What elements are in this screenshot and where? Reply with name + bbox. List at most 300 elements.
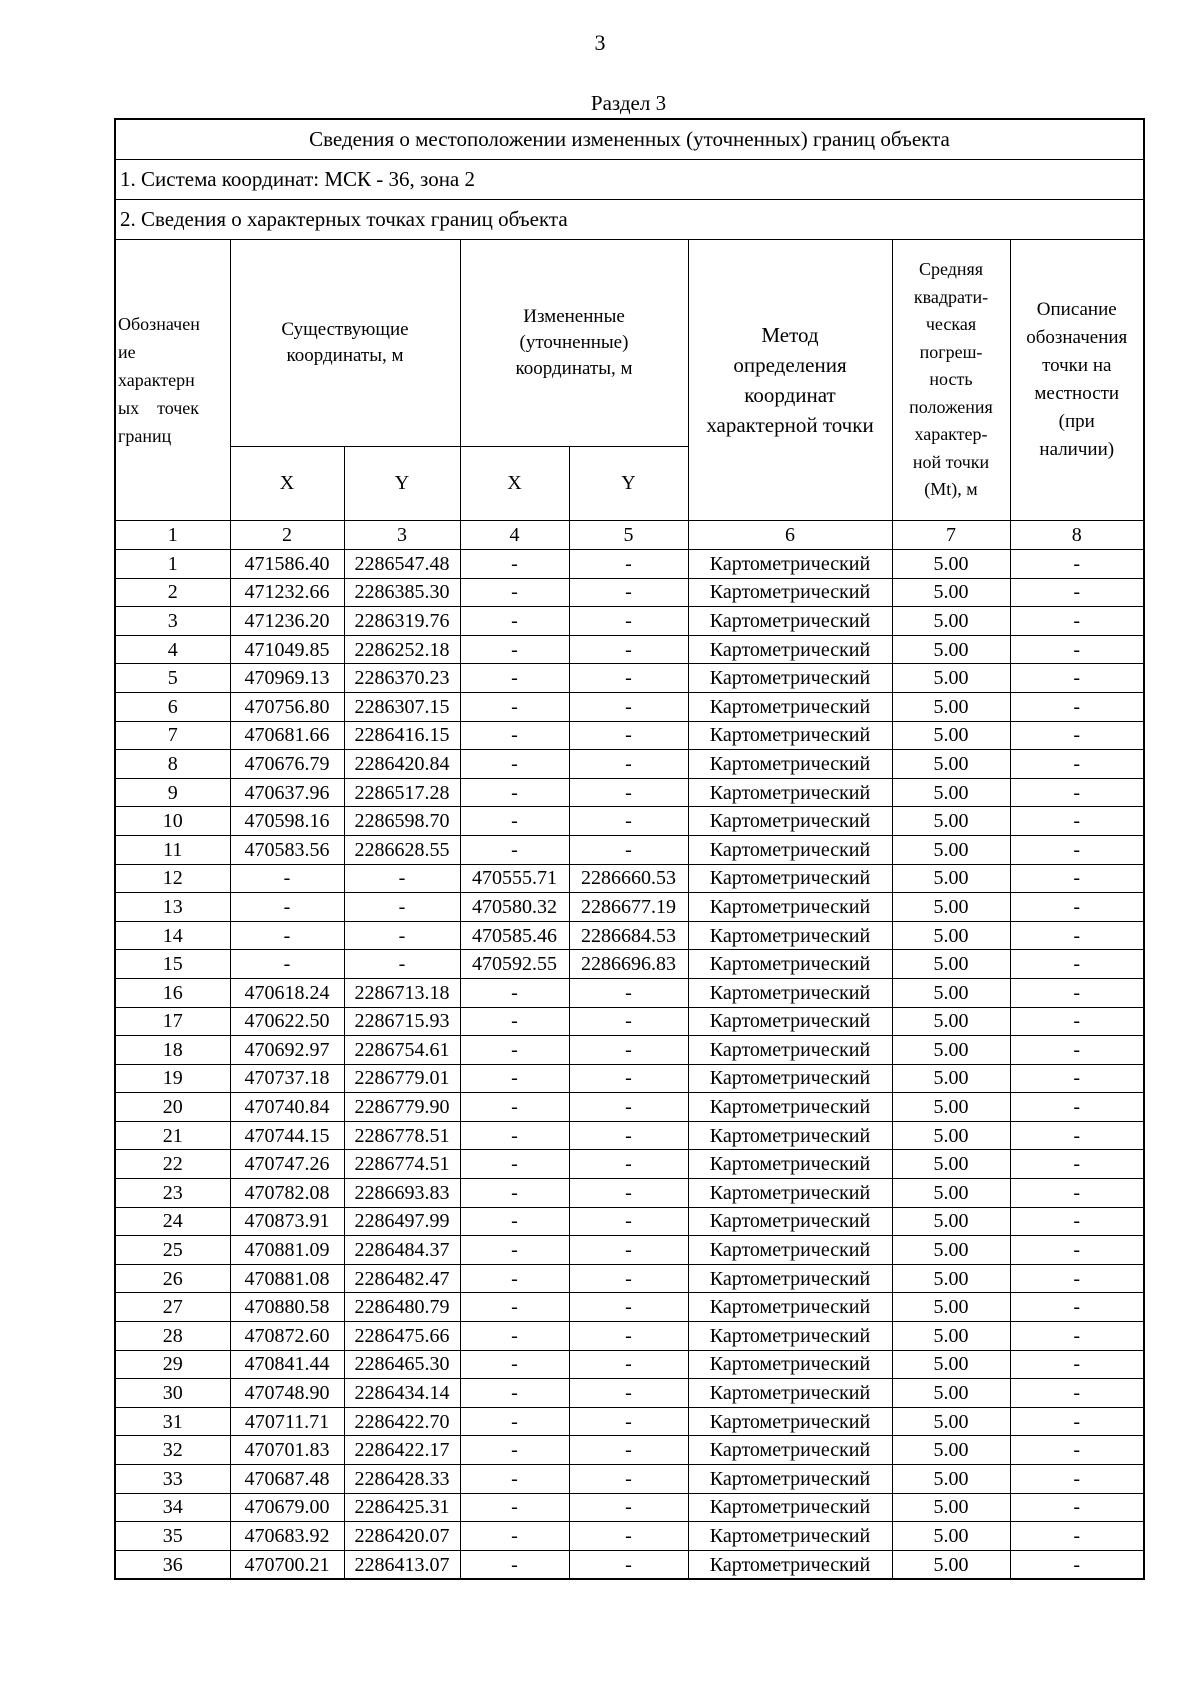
header-existing-x: X (230, 447, 344, 521)
table-row (115, 550, 1144, 579)
cell-error: 5.00 (892, 1207, 1010, 1236)
table-row (115, 750, 1144, 779)
cell-method: Картометрический (688, 1350, 892, 1379)
cell-existing-x: 470681.66 (230, 721, 344, 750)
cell-existing-x: 470748.90 (230, 1379, 344, 1408)
cell-changed-x: - (460, 1522, 569, 1551)
cell-changed-y: 2286660.53 (569, 864, 688, 893)
cell-method: Картометрический (688, 1179, 892, 1208)
cell-changed-x: - (460, 807, 569, 836)
cell-existing-y: 2286517.28 (344, 778, 460, 807)
cell-description: - (1010, 1264, 1144, 1293)
cell-existing-y: 2286319.76 (344, 607, 460, 636)
cell-existing-x: 470683.92 (230, 1522, 344, 1551)
table-row (115, 721, 1144, 750)
cell-method: Картометрический (688, 978, 892, 1007)
cell-changed-x: 470585.46 (460, 921, 569, 950)
table-row (115, 778, 1144, 807)
table-row (115, 1179, 1144, 1208)
cell-description: - (1010, 1150, 1144, 1179)
cell-changed-y: - (569, 664, 688, 693)
cell-changed-y: - (569, 978, 688, 1007)
cell-method: Картометрический (688, 950, 892, 979)
column-number: 2 (230, 521, 344, 550)
header-method: Метод определения координат характерной точки (688, 240, 892, 521)
cell-point-number: 23 (115, 1179, 230, 1208)
cell-existing-y: 2286420.07 (344, 1522, 460, 1551)
cell-changed-y: - (569, 750, 688, 779)
table-row (115, 1064, 1144, 1093)
page-number: 3 (594, 30, 606, 55)
table-row (115, 1207, 1144, 1236)
cell-existing-y: 2286307.15 (344, 692, 460, 721)
cell-point-number: 18 (115, 1036, 230, 1065)
cell-error: 5.00 (892, 750, 1010, 779)
cell-changed-x: - (460, 1036, 569, 1065)
table-row (115, 1522, 1144, 1551)
cell-method: Картометрический (688, 921, 892, 950)
cell-description: - (1010, 1207, 1144, 1236)
column-number: 6 (688, 521, 892, 550)
cell-error: 5.00 (892, 1179, 1010, 1208)
table-row (115, 1121, 1144, 1150)
cell-changed-y: - (569, 721, 688, 750)
cell-error: 5.00 (892, 835, 1010, 864)
cell-changed-y: - (569, 835, 688, 864)
cell-changed-y: - (569, 635, 688, 664)
cell-existing-y: 2286420.84 (344, 750, 460, 779)
cell-description: - (1010, 1465, 1144, 1494)
cell-changed-y: - (569, 1550, 688, 1579)
cell-error: 5.00 (892, 807, 1010, 836)
table-row (115, 1007, 1144, 1036)
cell-changed-y: - (569, 1493, 688, 1522)
cell-point-number: 28 (115, 1322, 230, 1351)
cell-changed-x: - (460, 721, 569, 750)
cell-method: Картометрический (688, 1379, 892, 1408)
cell-existing-y: 2286598.70 (344, 807, 460, 836)
cell-changed-x: - (460, 607, 569, 636)
cell-existing-x: - (230, 893, 344, 922)
cell-existing-y: 2286778.51 (344, 1121, 460, 1150)
cell-point-number: 6 (115, 692, 230, 721)
header-existing-y: Y (344, 447, 460, 521)
cell-existing-y: 2286693.83 (344, 1179, 460, 1208)
table-row (115, 950, 1144, 979)
cell-changed-x: - (460, 1407, 569, 1436)
cell-existing-x: 470598.16 (230, 807, 344, 836)
table-row (115, 835, 1144, 864)
cell-error: 5.00 (892, 1121, 1010, 1150)
table-row (115, 607, 1144, 636)
cell-changed-y: - (569, 1007, 688, 1036)
cell-existing-x: 470747.26 (230, 1150, 344, 1179)
cell-point-number: 9 (115, 778, 230, 807)
cell-error: 5.00 (892, 1436, 1010, 1465)
cell-changed-y: - (569, 1322, 688, 1351)
cell-method: Картометрический (688, 778, 892, 807)
cell-method: Картометрический (688, 1293, 892, 1322)
cell-error: 5.00 (892, 1150, 1010, 1179)
cell-existing-y: 2286434.14 (344, 1379, 460, 1408)
cell-point-number: 26 (115, 1264, 230, 1293)
table-row (115, 1407, 1144, 1436)
cell-error: 5.00 (892, 1264, 1010, 1293)
cell-description: - (1010, 1007, 1144, 1036)
cell-changed-y: - (569, 578, 688, 607)
cell-error: 5.00 (892, 893, 1010, 922)
cell-existing-x: 471232.66 (230, 578, 344, 607)
cell-error: 5.00 (892, 550, 1010, 579)
cell-method: Картометрический (688, 1322, 892, 1351)
cell-changed-x: - (460, 635, 569, 664)
cell-changed-x: - (460, 835, 569, 864)
cell-error: 5.00 (892, 1093, 1010, 1122)
cell-existing-x: 470700.21 (230, 1550, 344, 1579)
cell-existing-x: 471236.20 (230, 607, 344, 636)
cell-changed-y: - (569, 1121, 688, 1150)
cell-changed-y: - (569, 1236, 688, 1265)
cell-changed-y: - (569, 1293, 688, 1322)
cell-changed-y: - (569, 1407, 688, 1436)
cell-point-number: 2 (115, 578, 230, 607)
cell-error: 5.00 (892, 1236, 1010, 1265)
cell-error: 5.00 (892, 864, 1010, 893)
header-existing: Существующие координаты, м (230, 240, 460, 447)
cell-description: - (1010, 1064, 1144, 1093)
cell-method: Картометрический (688, 1150, 892, 1179)
cell-point-number: 4 (115, 635, 230, 664)
cell-description: - (1010, 1036, 1144, 1065)
cell-changed-x: - (460, 1379, 569, 1408)
cell-existing-y: 2286713.18 (344, 978, 460, 1007)
cell-description: - (1010, 1179, 1144, 1208)
cell-existing-y: 2286428.33 (344, 1465, 460, 1494)
cell-existing-x: 470872.60 (230, 1322, 344, 1351)
cell-point-number: 5 (115, 664, 230, 693)
table-row (115, 1322, 1144, 1351)
cell-changed-x: - (460, 978, 569, 1007)
cell-error: 5.00 (892, 950, 1010, 979)
header-changed-y: Y (569, 447, 688, 521)
table-row (115, 1150, 1144, 1179)
cell-changed-x: - (460, 1493, 569, 1522)
cell-existing-x: - (230, 921, 344, 950)
cell-changed-x: - (460, 1322, 569, 1351)
cell-method: Картометрический (688, 1407, 892, 1436)
cell-changed-x: - (460, 1150, 569, 1179)
cell-description: - (1010, 635, 1144, 664)
cell-changed-x: - (460, 550, 569, 579)
cell-method: Картометрический (688, 635, 892, 664)
cell-method: Картометрический (688, 835, 892, 864)
cell-existing-y: 2286497.99 (344, 1207, 460, 1236)
cell-method: Картометрический (688, 664, 892, 693)
table-row (115, 635, 1144, 664)
cell-changed-x: - (460, 750, 569, 779)
cell-changed-y: - (569, 1150, 688, 1179)
cell-point-number: 31 (115, 1407, 230, 1436)
cell-changed-x: 470580.32 (460, 893, 569, 922)
cell-changed-x: - (460, 1264, 569, 1293)
cell-changed-x: - (460, 1064, 569, 1093)
cell-point-number: 1 (115, 550, 230, 579)
cell-existing-y: - (344, 950, 460, 979)
cell-description: - (1010, 1350, 1144, 1379)
cell-existing-y: 2286385.30 (344, 578, 460, 607)
coord-system: 1. Система координат: МСК - 36, зона 2 (115, 160, 1144, 200)
cell-description: - (1010, 550, 1144, 579)
cell-error: 5.00 (892, 1007, 1010, 1036)
cell-description: - (1010, 721, 1144, 750)
cell-changed-x: - (460, 1465, 569, 1494)
cell-changed-x: - (460, 1007, 569, 1036)
cell-changed-x: 470592.55 (460, 950, 569, 979)
cell-existing-y: 2286475.66 (344, 1322, 460, 1351)
table-row (115, 1436, 1144, 1465)
cell-existing-y: 2286715.93 (344, 1007, 460, 1036)
cell-description: - (1010, 921, 1144, 950)
cell-changed-y: - (569, 1264, 688, 1293)
cell-description: - (1010, 864, 1144, 893)
cell-error: 5.00 (892, 1350, 1010, 1379)
cell-method: Картометрический (688, 550, 892, 579)
cell-description: - (1010, 950, 1144, 979)
cell-changed-x: - (460, 578, 569, 607)
cell-existing-x: 470756.80 (230, 692, 344, 721)
cell-existing-x: 470881.09 (230, 1236, 344, 1265)
cell-changed-y: - (569, 550, 688, 579)
cell-existing-x: 470782.08 (230, 1179, 344, 1208)
cell-method: Картометрический (688, 1493, 892, 1522)
table-row (115, 1493, 1144, 1522)
cell-method: Картометрический (688, 721, 892, 750)
cell-error: 5.00 (892, 692, 1010, 721)
table-row (115, 1293, 1144, 1322)
header-designation: Обозначен ие характерн ых точек границ (115, 240, 230, 521)
cell-error: 5.00 (892, 1064, 1010, 1093)
column-number: 5 (569, 521, 688, 550)
cell-method: Картометрический (688, 893, 892, 922)
cell-method: Картометрический (688, 1207, 892, 1236)
cell-changed-x: - (460, 1093, 569, 1122)
cell-description: - (1010, 893, 1144, 922)
cell-existing-y: - (344, 893, 460, 922)
cell-changed-y: - (569, 607, 688, 636)
cell-existing-x: 470880.58 (230, 1293, 344, 1322)
cell-existing-y: 2286370.23 (344, 664, 460, 693)
table-row (115, 664, 1144, 693)
cell-method: Картометрический (688, 1093, 892, 1122)
cell-point-number: 11 (115, 835, 230, 864)
coordinates-table (114, 118, 1145, 1580)
cell-existing-x: 470969.13 (230, 664, 344, 693)
cell-existing-x: 470873.91 (230, 1207, 344, 1236)
cell-existing-y: 2286547.48 (344, 550, 460, 579)
cell-existing-y: 2286413.07 (344, 1550, 460, 1579)
cell-method: Картометрический (688, 578, 892, 607)
points-title: 2. Сведения о характерных точках границ объекта (115, 200, 1144, 240)
cell-error: 5.00 (892, 1293, 1010, 1322)
cell-existing-y: - (344, 921, 460, 950)
header-changed-x: X (460, 447, 569, 521)
cell-existing-x: 470687.48 (230, 1465, 344, 1494)
cell-point-number: 3 (115, 607, 230, 636)
cell-existing-x: - (230, 950, 344, 979)
cell-existing-x: 470740.84 (230, 1093, 344, 1122)
cell-description: - (1010, 1550, 1144, 1579)
cell-changed-x: - (460, 1121, 569, 1150)
cell-point-number: 29 (115, 1350, 230, 1379)
cell-existing-x: 470744.15 (230, 1121, 344, 1150)
cell-existing-x: 470737.18 (230, 1064, 344, 1093)
cell-existing-y: 2286465.30 (344, 1350, 460, 1379)
cell-point-number: 20 (115, 1093, 230, 1122)
cell-changed-y: - (569, 1522, 688, 1551)
cell-changed-y: - (569, 1064, 688, 1093)
cell-existing-y: 2286628.55 (344, 835, 460, 864)
cell-point-number: 16 (115, 978, 230, 1007)
cell-existing-x: 470618.24 (230, 978, 344, 1007)
header-changed: Измененные (уточненные) координаты, м (460, 240, 688, 447)
table-row (115, 921, 1144, 950)
cell-description: - (1010, 1236, 1144, 1265)
cell-existing-y: 2286416.15 (344, 721, 460, 750)
table-row (115, 978, 1144, 1007)
cell-changed-x: - (460, 1207, 569, 1236)
cell-error: 5.00 (892, 921, 1010, 950)
table-row (115, 1093, 1144, 1122)
cell-description: - (1010, 578, 1144, 607)
cell-point-number: 24 (115, 1207, 230, 1236)
column-number: 1 (115, 521, 230, 550)
cell-method: Картометрический (688, 864, 892, 893)
cell-method: Картометрический (688, 1264, 892, 1293)
cell-method: Картометрический (688, 607, 892, 636)
column-number: 4 (460, 521, 569, 550)
cell-existing-x: 470637.96 (230, 778, 344, 807)
cell-method: Картометрический (688, 1236, 892, 1265)
cell-description: - (1010, 1407, 1144, 1436)
cell-point-number: 14 (115, 921, 230, 950)
cell-description: - (1010, 1322, 1144, 1351)
cell-existing-y: 2286779.90 (344, 1093, 460, 1122)
cell-existing-x: 471586.40 (230, 550, 344, 579)
table-row (115, 1465, 1144, 1494)
cell-description: - (1010, 1436, 1144, 1465)
cell-error: 5.00 (892, 1522, 1010, 1551)
cell-changed-x: - (460, 1236, 569, 1265)
cell-point-number: 33 (115, 1465, 230, 1494)
cell-changed-x: - (460, 778, 569, 807)
cell-point-number: 30 (115, 1379, 230, 1408)
cell-existing-y: 2286774.51 (344, 1150, 460, 1179)
cell-changed-x: - (460, 1350, 569, 1379)
cell-existing-x: 470583.56 (230, 835, 344, 864)
column-number: 7 (892, 521, 1010, 550)
cell-changed-x: 470555.71 (460, 864, 569, 893)
cell-changed-x: - (460, 1293, 569, 1322)
cell-changed-x: - (460, 1436, 569, 1465)
cell-existing-x: 470679.00 (230, 1493, 344, 1522)
cell-changed-y: - (569, 778, 688, 807)
cell-point-number: 8 (115, 750, 230, 779)
cell-error: 5.00 (892, 1493, 1010, 1522)
cell-point-number: 25 (115, 1236, 230, 1265)
cell-changed-y: - (569, 1179, 688, 1208)
cell-method: Картометрический (688, 1522, 892, 1551)
cell-description: - (1010, 664, 1144, 693)
cell-description: - (1010, 778, 1144, 807)
cell-error: 5.00 (892, 1036, 1010, 1065)
cell-changed-y: 2286684.53 (569, 921, 688, 950)
cell-existing-y: 2286422.70 (344, 1407, 460, 1436)
cell-error: 5.00 (892, 1379, 1010, 1408)
table-row (115, 1236, 1144, 1265)
cell-method: Картометрический (688, 692, 892, 721)
table-row (115, 1350, 1144, 1379)
cell-description: - (1010, 607, 1144, 636)
cell-existing-y: 2286480.79 (344, 1293, 460, 1322)
cell-point-number: 34 (115, 1493, 230, 1522)
cell-existing-x: - (230, 864, 344, 893)
cell-description: - (1010, 978, 1144, 1007)
cell-error: 5.00 (892, 778, 1010, 807)
cell-changed-x: - (460, 1179, 569, 1208)
cell-point-number: 32 (115, 1436, 230, 1465)
table-row (115, 692, 1144, 721)
cell-method: Картометрический (688, 1064, 892, 1093)
column-number: 8 (1010, 521, 1144, 550)
cell-error: 5.00 (892, 664, 1010, 693)
cell-existing-y: - (344, 864, 460, 893)
cell-existing-y: 2286252.18 (344, 635, 460, 664)
cell-error: 5.00 (892, 1465, 1010, 1494)
cell-point-number: 13 (115, 893, 230, 922)
section-title: Раздел 3 (590, 91, 667, 115)
cell-changed-y: - (569, 1379, 688, 1408)
table-row (115, 1550, 1144, 1579)
cell-existing-y: 2286484.37 (344, 1236, 460, 1265)
cell-point-number: 12 (115, 864, 230, 893)
cell-description: - (1010, 1293, 1144, 1322)
cell-error: 5.00 (892, 578, 1010, 607)
cell-existing-x: 470676.79 (230, 750, 344, 779)
cell-point-number: 15 (115, 950, 230, 979)
cell-method: Картометрический (688, 1036, 892, 1065)
cell-changed-y: - (569, 1093, 688, 1122)
table-row (115, 578, 1144, 607)
cell-description: - (1010, 1121, 1144, 1150)
table-row (115, 1379, 1144, 1408)
cell-point-number: 36 (115, 1550, 230, 1579)
cell-changed-y: 2286677.19 (569, 893, 688, 922)
cell-existing-x: 470701.83 (230, 1436, 344, 1465)
header-error: Средняя квадрати- ческая погреш- ность положения характер- ной точки (Mt), м (892, 240, 1010, 521)
cell-error: 5.00 (892, 1322, 1010, 1351)
cell-existing-y: 2286779.01 (344, 1064, 460, 1093)
cell-point-number: 21 (115, 1121, 230, 1150)
cell-description: - (1010, 1522, 1144, 1551)
cell-changed-y: - (569, 1436, 688, 1465)
cell-changed-y: - (569, 807, 688, 836)
cell-existing-x: 470711.71 (230, 1407, 344, 1436)
cell-point-number: 35 (115, 1522, 230, 1551)
cell-method: Картометрический (688, 1121, 892, 1150)
cell-point-number: 10 (115, 807, 230, 836)
cell-existing-x: 470692.97 (230, 1036, 344, 1065)
table-row (115, 893, 1144, 922)
